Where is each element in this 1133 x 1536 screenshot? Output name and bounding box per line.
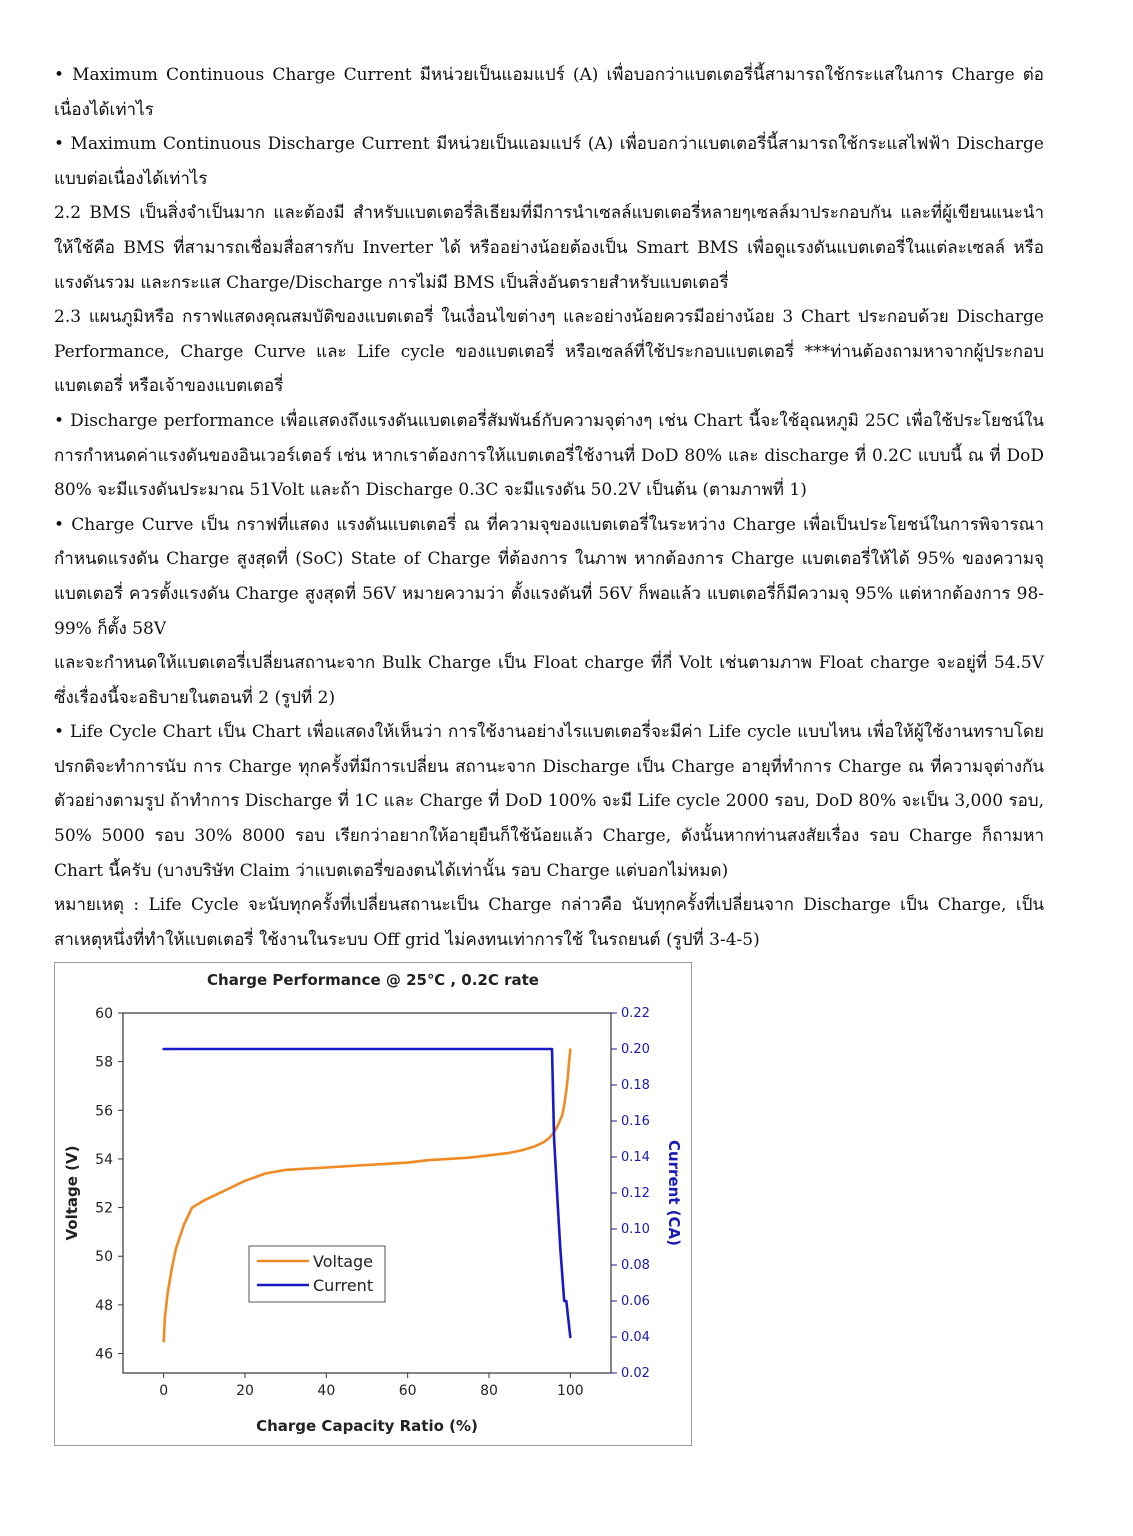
x-tick-label: 60: [398, 1383, 417, 1399]
x-tick-label: 20: [236, 1383, 254, 1399]
paragraph-charts: 2.3 แผนภูมิหรือ กราฟแสดงคุณสมบัติของแบตเตอรี่ ในเงื่อนไขต่างๆ และอย่างน้อยควรมีอย่างน้อย 3 Chart ประกอบด้วย Discharge Performance, Charge Curve และ Life cycle ของแบตเตอรี่ หรือเซลล์ที่ใช้ประกอบแบตเตอรี่ ***ท่านต้องถามหาจากผู้ประกอบแบตเตอรี่ หรือเจ้าของแบตเตอรี่: [54, 307, 1044, 397]
charge-performance-figure: [54, 962, 692, 1446]
paragraph-bms: 2.2 BMS เป็นสิ่งจำเป็นมาก และต้องมี สำหรับแบตเตอรี่ลิเธียมที่มีการนำเซลล์แบตเตอรี่หลายๆเซลล์มาประกอบกัน และที่ผู้เขียนแนะนำให้ใช้คือ BMS ที่สามารถเชื่อมสื่อสารกับ Inverter ได้ หรืออย่างน้อยต้องเป็น Smart BMS เพื่อดูแรงดันแบตเตอรี่ในแต่ละเซลล์ หรือ แรงดันรวม และกระแส Charge/Discharge การไม่มี BMS เป็นสิ่งอันตรายสำหรับแบตเตอรี่: [54, 203, 1044, 293]
legend: [249, 1246, 385, 1302]
charge-performance-chart: [55, 963, 691, 1445]
paragraph-max-discharge-current: • Maximum Continuous Discharge Current มีหน่วยเป็นแอมแปร์ (A) เพื่อบอกว่าแบตเตอรี่นี้สามารถใช้กระแสไฟฟ้า Discharge แบบต่อเนื่องได้เท่าไร: [54, 134, 1044, 189]
x-tick-label: 40: [317, 1383, 336, 1399]
legend-voltage-label: Voltage: [313, 1252, 374, 1271]
y-tick-label: 60: [95, 1006, 113, 1022]
y-tick-label: 48: [95, 1297, 113, 1314]
y2-axis-label: Current (CA): [665, 1139, 683, 1247]
y2-tick-label: 0.08: [621, 1258, 650, 1273]
document-body: [54, 58, 1044, 957]
legend-current-label: Current: [313, 1276, 374, 1295]
y2-tick-label: 0.14: [621, 1150, 650, 1165]
y2-tick-label: 0.06: [621, 1294, 650, 1309]
paragraph-charge-curve: • Charge Curve เป็น กราฟที่แสดง แรงดันแบตเตอรี่ ณ ที่ความจุของแบตเตอรี่ในระหว่าง Charge เพื่อเป็นประโยชน์ในการพิจารณากำหนดแรงดัน Charge สูงสุดที่ (SoC) State of Charge ที่ต้องการ ในภาพ หากต้องการ Charge แบตเตอรี่ให้ได้ 95% ของความจุแบตเตอรี่ ควรตั้งแรงดัน Charge สูงสุดที่ 56V หมายความว่า ตั้งแรงดันที่ 56V ก็พอแล้ว แบตเตอรี่ก็มีความจุ 95% แต่หากต้องการ 98-99% ก็ตั้ง 58V: [54, 514, 1044, 639]
chart-title: Charge Performance @ 25℃ , 0.2C rate: [207, 971, 539, 989]
y2-tick-label: 0.02: [621, 1366, 650, 1381]
y-tick-label: 50: [95, 1249, 113, 1266]
paragraph-float-charge: และจะกำหนดให้แบตเตอรี่เปลี่ยนสถานะจาก Bulk Charge เป็น Float charge ที่กี่ Volt เช่นตามภาพ Float charge จะอยู่ที่ 54.5V ซึ่งเรื่องนี้จะอธิบายในตอนที่ 2 (รูปที่ 2): [54, 653, 1044, 708]
x-tick-label: 0: [159, 1383, 169, 1399]
y-tick-label: 52: [95, 1200, 113, 1217]
y2-tick-label: 0.04: [621, 1330, 650, 1345]
paragraph-discharge-performance: • Discharge performance เพื่อแสดงถึงแรงดันแบตเตอรี่สัมพันธ์กับความจุต่างๆ เช่น Chart นี้จะใช้อุณหภูมิ 25C เพื่อใช้ประโยชน์ในการกำหนดค่าแรงดันของอินเวอร์เตอร์ เช่น หากเราต้องการให้แบตเตอรี่ใช้งานที่ DoD 80% และ discharge ที่ 0.2C แบบนี้ ณ ที่ DoD 80% จะมีแรงดันประมาณ 51Volt และถ้า Discharge 0.3C จะมีแรงดัน 50.2V เป็นต้น (ตามภาพที่ 1): [54, 410, 1044, 501]
paragraph-max-charge-current: • Maximum Continuous Charge Current มีหน่วยเป็นแอมแปร์ (A) เพื่อบอกว่าแบตเตอรี่นี้สามารถใช้กระแสในการ Charge ต่อเนื่องได้เท่าไร: [54, 65, 1044, 120]
y2-tick-label: 0.10: [621, 1222, 650, 1237]
y-tick-label: 46: [95, 1346, 113, 1363]
x-tick-label: 80: [480, 1383, 498, 1399]
y2-tick-label: 0.20: [621, 1042, 650, 1057]
y-tick-label: 54: [95, 1151, 113, 1168]
y-tick-label: 58: [95, 1054, 113, 1071]
y2-tick-label: 0.22: [621, 1006, 650, 1021]
y2-tick-label: 0.12: [621, 1186, 650, 1201]
x-tick-label: 100: [556, 1383, 584, 1399]
plot-area: [123, 1013, 611, 1373]
paragraph-note: หมายเหตุ : Life Cycle จะนับทุกครั้งที่เปลี่ยนสถานะเป็น Charge กล่าวคือ นับทุกครั้งที่เปลี่ยนจาก Discharge เป็น Charge, เป็นสาเหตุหนึ่งที่ทำให้แบตเตอรี่ ใช้งานในระบบ Off grid ไม่คงทนเท่าการใช้ ในรถยนต์ (รูปที่ 3-4-5): [54, 895, 1044, 950]
paragraph-life-cycle: • Life Cycle Chart เป็น Chart เพื่อแสดงให้เห็นว่า การใช้งานอย่างไรแบตเตอรี่จะมีค่า Life cycle แบบไหน เพื่อให้ผู้ใช้งานทราบโดยปรกติจะทำการนับ การ Charge ทุกครั้งที่มีการเปลี่ยน สถานะจาก Discharge เป็น Charge อายุที่ทำการ Charge ณ ที่ความจุต่างกัน ตัวอย่างตามรูป ถ้าทำการ Discharge ที่ 1C และ Charge ที่ DoD 100% จะมี Life cycle 2000 รอบ, DoD 80% จะเป็น 3,000 รอบ, 50% 5000 รอบ 30% 8000 รอบ เรียกว่าอยากให้อายุยืนก็ใช้น้อยแล้ว Charge, ดังนั้นหากท่านสงสัยเรื่อง รอบ Charge ก็ถามหา Chart นี้ครับ (บางบริษัท Claim ว่าแบตเตอรี่ของตนได้เท่านั้น รอบ Charge แต่บอกไม่หมด): [54, 722, 1044, 881]
y-axis-label: Voltage (V): [63, 1145, 81, 1241]
y2-tick-label: 0.18: [621, 1078, 650, 1093]
x-axis-label: Charge Capacity Ratio (%): [256, 1417, 478, 1435]
y2-tick-label: 0.16: [621, 1114, 650, 1129]
y-tick-label: 56: [95, 1103, 113, 1120]
